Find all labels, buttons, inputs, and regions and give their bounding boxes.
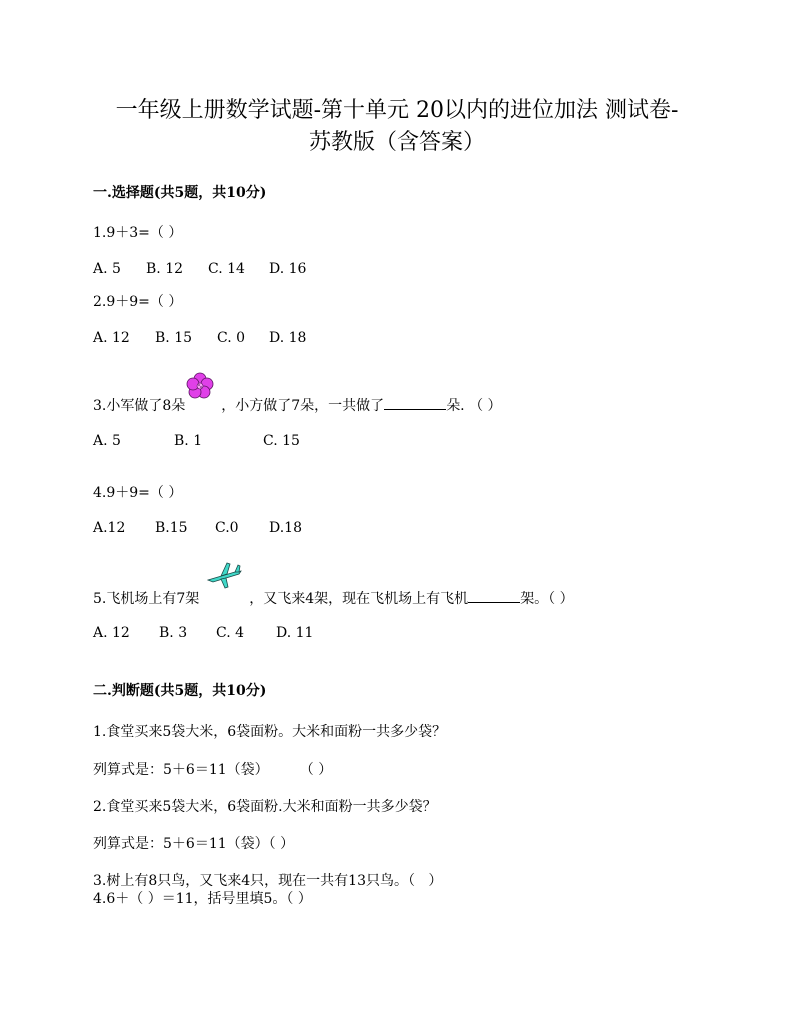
- question-5-options: [93, 624, 353, 642]
- question-4: 4.9＋9=（ ）: [93, 485, 183, 501]
- option-a: A. 12: [93, 330, 130, 346]
- question-3: [93, 395, 502, 415]
- option-a: A. 5: [93, 261, 121, 277]
- page-title-line2: 苏教版（含答案）: [308, 130, 485, 155]
- question-5-text-end: 架。（ ）: [520, 591, 574, 607]
- question-3-text-end: 朵. （ ）: [446, 398, 502, 414]
- option-a: A.12: [93, 520, 126, 536]
- judgment-1-formula: 列算式是：5＋6＝11（袋） （ ）: [93, 762, 333, 778]
- option-b: B. 3: [159, 625, 188, 641]
- option-b: B.15: [155, 520, 188, 536]
- question-1: 1.9＋3=（ ）: [93, 225, 183, 241]
- question-5: [93, 588, 574, 608]
- question-5-text-after: ，又飞来4架，现在飞机场上有飞机: [249, 591, 469, 607]
- flower-picture: [185, 397, 221, 415]
- judgment-2-question: 2.食堂买来5袋大米，6袋面粉.大米和面粉一共多少袋？: [93, 799, 437, 815]
- question-2-options: [93, 329, 353, 347]
- option-d: D. 11: [276, 625, 314, 641]
- airplane-picture: [199, 590, 249, 608]
- airplane-icon: [205, 560, 245, 592]
- option-b: B. 15: [155, 330, 193, 346]
- option-d: D. 16: [269, 261, 307, 277]
- page-title-line1: 一年级上册数学试题-第十单元 20以内的进位加法 测试卷-: [115, 98, 679, 123]
- question-3-options: [93, 432, 353, 450]
- question-5-text-before: 5.飞机场上有7架: [93, 591, 200, 607]
- flower-icon: [185, 371, 215, 401]
- section-heading-judgment: 二.判断题(共5题，共10分): [93, 683, 267, 699]
- question-4-options: [93, 519, 353, 537]
- option-d: D. 18: [269, 330, 307, 346]
- section-heading-choice: 一.选择题(共5题，共10分): [93, 185, 267, 201]
- option-d: D.18: [269, 520, 302, 536]
- option-a: A. 5: [93, 433, 121, 449]
- option-c: C. 14: [208, 261, 245, 277]
- question-3-text-before: 3.小军做了8朵: [93, 398, 186, 414]
- option-c: C. 0: [217, 330, 246, 346]
- judgment-2-formula: 列算式是：5＋6＝11（袋）（ ）: [93, 836, 295, 852]
- judgment-1-question: 1.食堂买来5袋大米，6袋面粉。大米和面粉一共多少袋？: [93, 724, 447, 740]
- option-c: C. 15: [263, 433, 300, 449]
- question-2: 2.9＋9=（ ）: [93, 294, 183, 310]
- judgment-4: 4.6＋（ ）＝11，括号里填5。（ ）: [93, 891, 312, 907]
- option-a: A. 12: [93, 625, 130, 641]
- question-3-text-after: ，小方做了7朵，一共做了: [221, 398, 385, 414]
- answer-blank: [384, 395, 446, 410]
- judgment-3: 3.树上有8只鸟，又飞来4只，现在一共有13只鸟。（ ）: [93, 873, 443, 889]
- option-b: B. 12: [146, 261, 184, 277]
- answer-blank: [468, 588, 520, 603]
- option-b: B. 1: [174, 433, 203, 449]
- option-c: C. 4: [216, 625, 245, 641]
- option-c: C.0: [215, 520, 239, 536]
- question-1-options: [93, 260, 353, 278]
